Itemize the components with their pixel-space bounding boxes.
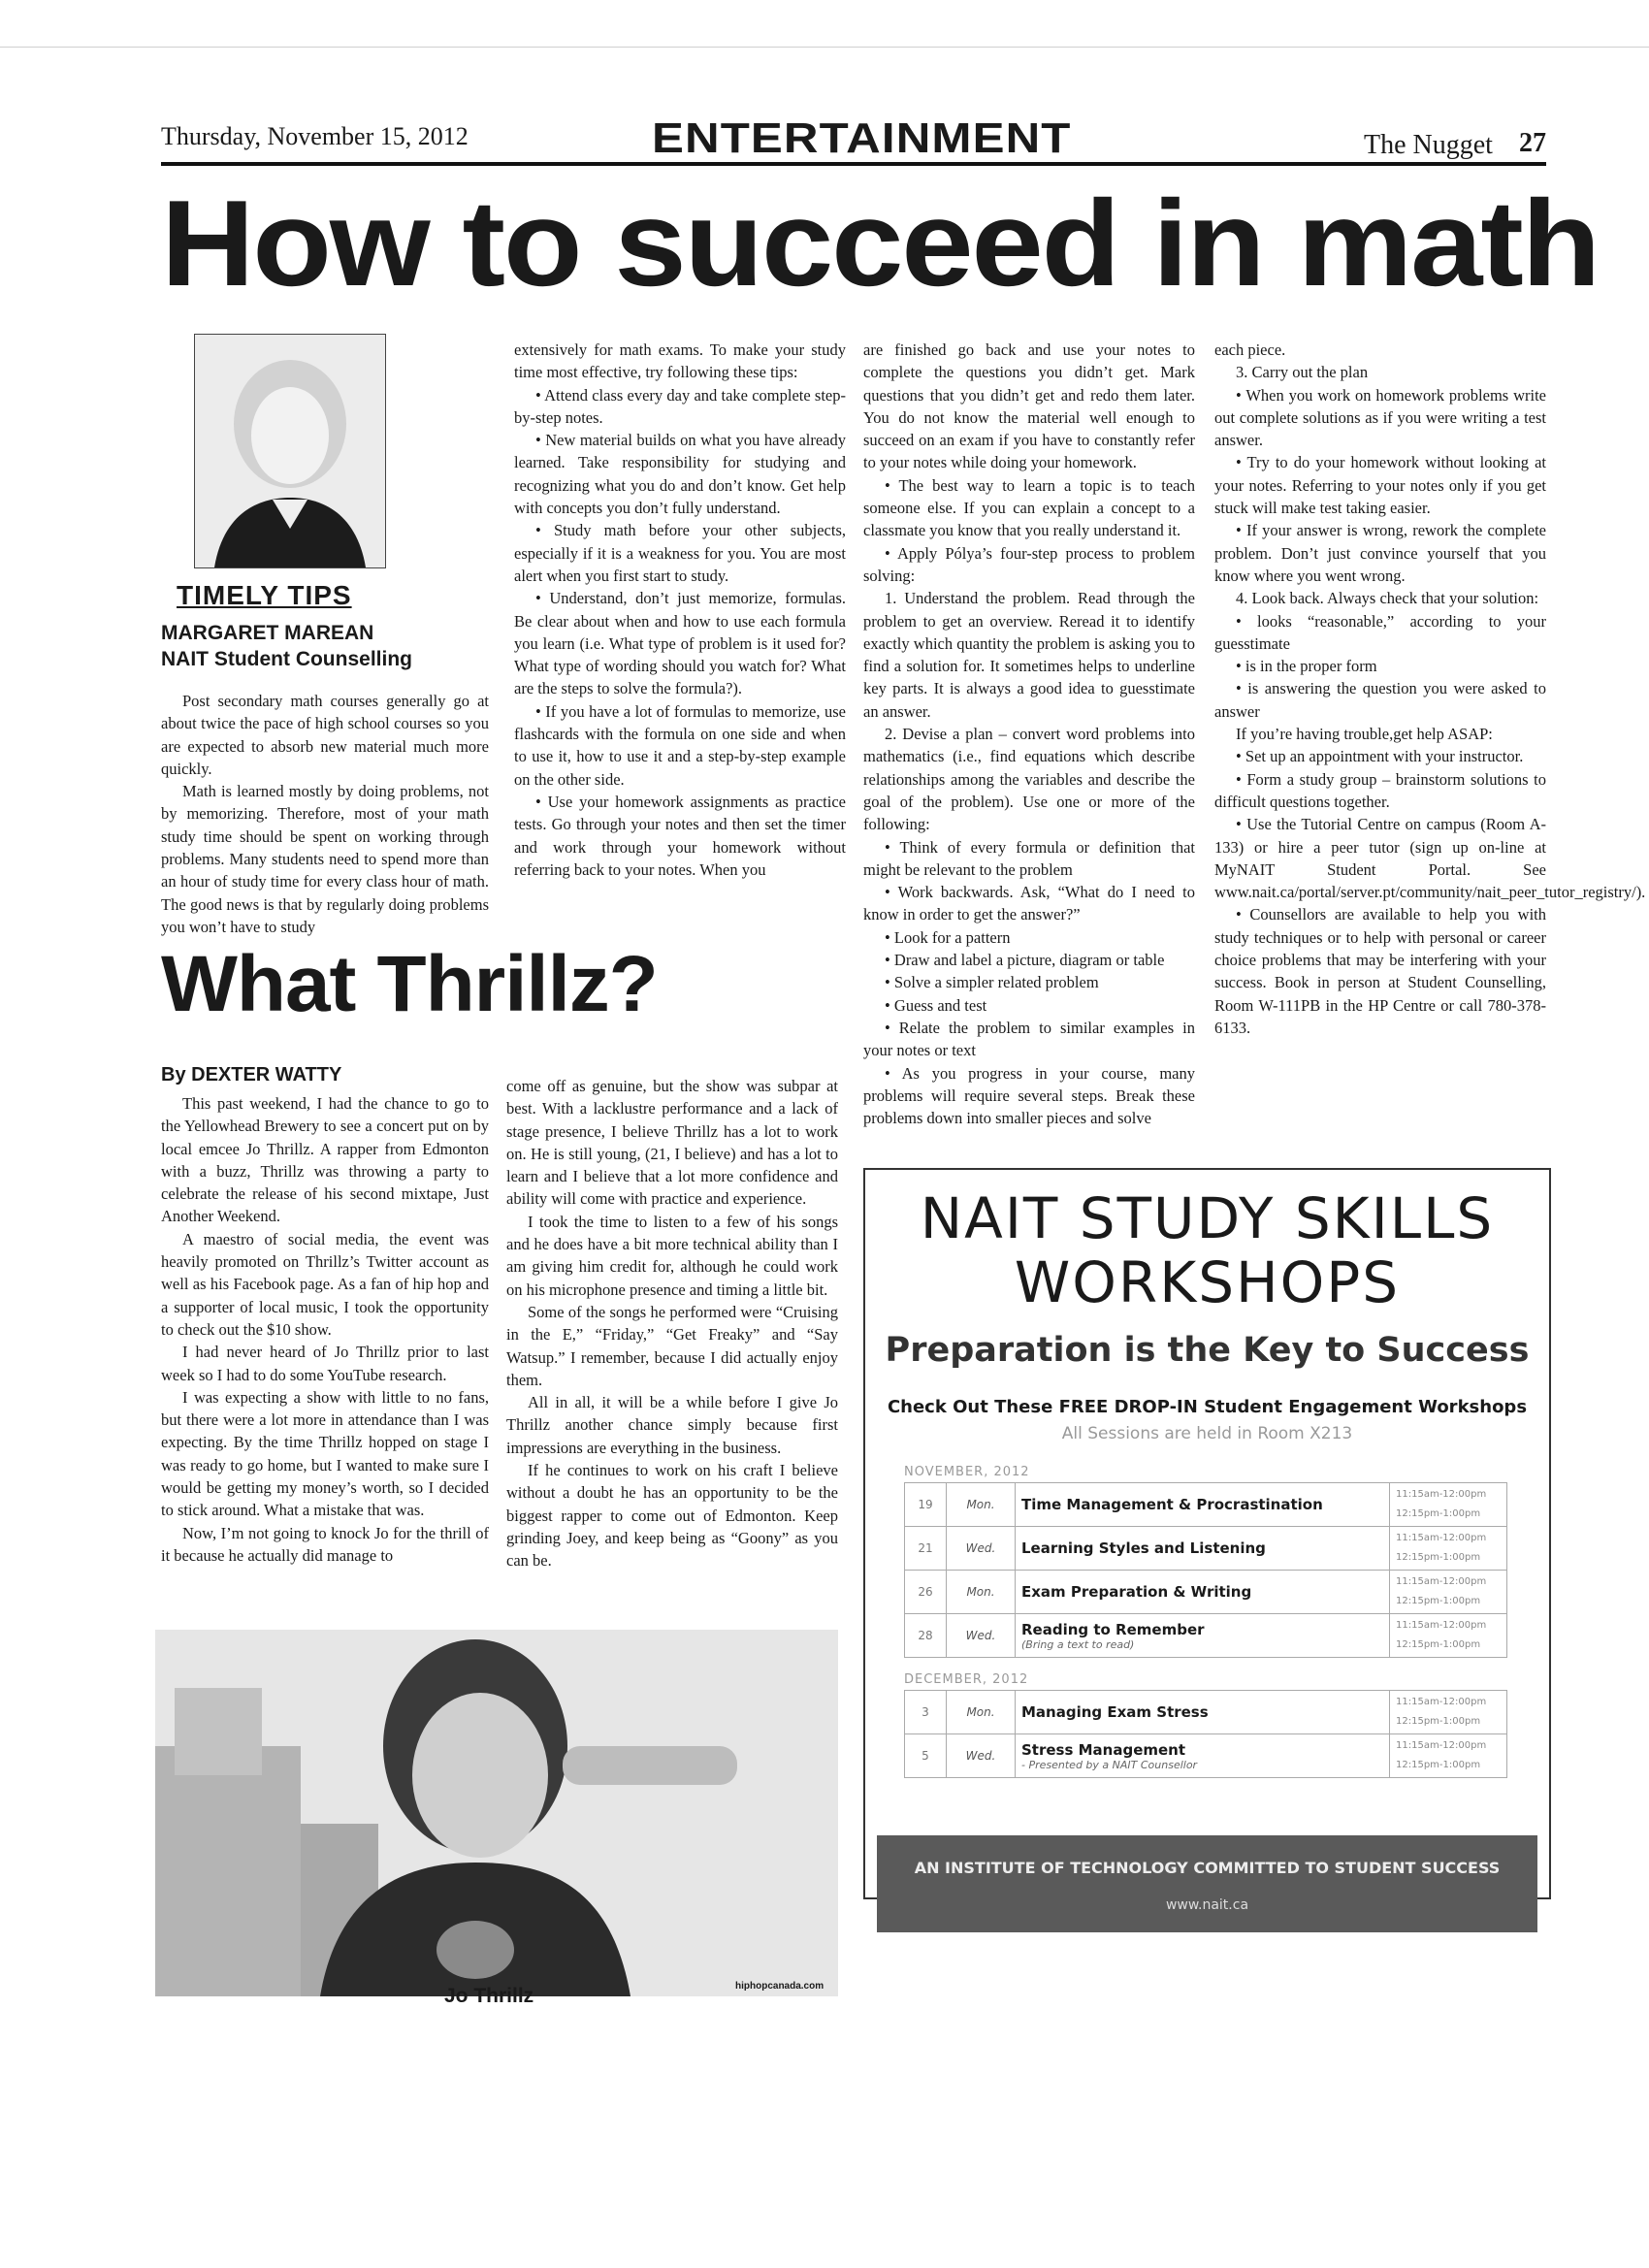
ad-subtitle: Preparation is the Key to Success bbox=[885, 1331, 1530, 1370]
session-time-1: 11:15am-12:00pm bbox=[1396, 1489, 1487, 1500]
tip-item: • Counsellors are available to help you with study techniques or to help with personal or career choice problems that may be interfering with your success. Book in person at Student Counselling, Room W-111PB in the HP Centre or call 780-378-6133. bbox=[1214, 905, 1546, 1037]
step-item: 2. Devise a plan – convert word problems into mathematics (i.e., find equations which describe relationships among the variables and describe the goal of the problem). Use one or more of the following: bbox=[863, 725, 1195, 834]
session-weekday: Wed. bbox=[947, 1734, 1016, 1778]
session-name bbox=[1016, 1527, 1390, 1571]
session-time-1: 11:15am-12:00pm bbox=[1396, 1740, 1487, 1751]
tip-item: • The best way to learn a topic is to teach someone else. If you can explain a concept to a classmate you know that you really understand it. bbox=[863, 475, 1195, 540]
tip-item: • Think of every formula or definition that might be relevant to the problem bbox=[863, 837, 1195, 879]
session-day: 26 bbox=[905, 1571, 947, 1614]
workshops-ad bbox=[863, 1168, 1551, 1913]
session-time-1: 11:15am-12:00pm bbox=[1396, 1533, 1487, 1543]
session-name bbox=[1016, 1571, 1390, 1614]
session-title: Stress Management bbox=[1021, 1740, 1186, 1759]
table-row bbox=[905, 1527, 1507, 1571]
issue-date: Thursday, November 15, 2012 bbox=[161, 122, 469, 150]
session-times bbox=[1390, 1527, 1507, 1571]
session-day: 5 bbox=[905, 1734, 947, 1778]
session-times bbox=[1390, 1691, 1507, 1734]
session-title: Reading to Remember bbox=[1021, 1620, 1205, 1638]
session-weekday: Mon. bbox=[947, 1483, 1016, 1527]
tip-item: • Form a study group – brainstorm solutions to difficult questions together. bbox=[1214, 769, 1546, 811]
session-time-2: 12:15pm-1:00pm bbox=[1396, 1760, 1481, 1770]
session-name bbox=[1016, 1614, 1390, 1658]
paragraph: Now, I’m not going to knock Jo for the thrill of it because he actually did manage to bbox=[161, 1523, 489, 1565]
session-note: (Bring a text to read) bbox=[1021, 1637, 1135, 1651]
session-time-1: 11:15am-12:00pm bbox=[1396, 1620, 1487, 1631]
session-weekday: Wed. bbox=[947, 1527, 1016, 1571]
column-label: TIMELY TIPS bbox=[177, 580, 352, 610]
author-portrait-icon bbox=[195, 335, 385, 567]
ad-title-line1: NAIT STUDY SKILLS bbox=[920, 1185, 1495, 1251]
session-day: 19 bbox=[905, 1483, 947, 1527]
table-row bbox=[905, 1483, 1507, 1527]
session-weekday: Mon. bbox=[947, 1571, 1016, 1614]
tip-item: • Use the Tutorial Centre on campus (Room A-133) or hire a peer tutor (sign up on-line at MyNAIT Student Portal. See www.nait.ca/portal/server.pt/community/nait_peer_tutor_registry/). bbox=[1214, 815, 1646, 902]
session-day: 28 bbox=[905, 1614, 947, 1658]
session-note: - Presented by a NAIT Counsellor bbox=[1021, 1758, 1198, 1771]
artist-photo-icon bbox=[155, 1630, 838, 1996]
tip-item: • Use your homework assignments as practice tests. Go through your notes and then set the timer and work through your homework without referring back to your notes. When you bbox=[514, 792, 846, 879]
tip-item: • Attend class every day and take complete step-by-step notes. bbox=[514, 385, 846, 427]
session-name bbox=[1016, 1691, 1390, 1734]
ad-website-link[interactable]: www.nait.ca bbox=[1165, 1897, 1249, 1913]
ad-room-note: All Sessions are held in Room X213 bbox=[1061, 1424, 1353, 1443]
paragraph: If you’re having trouble,get help ASAP: bbox=[1236, 725, 1493, 744]
session-weekday: Mon. bbox=[947, 1691, 1016, 1734]
tip-item: • Solve a simpler related problem bbox=[885, 973, 1099, 992]
session-day: 3 bbox=[905, 1691, 947, 1734]
math-column-3 bbox=[863, 339, 1195, 1129]
photo-caption: Jo Thrillz bbox=[444, 1985, 534, 2007]
session-time-1: 11:15am-12:00pm bbox=[1396, 1697, 1487, 1707]
session-title: Managing Exam Stress bbox=[1021, 1703, 1209, 1721]
tip-item: • Set up an appointment with your instructor. bbox=[1236, 747, 1524, 766]
session-title: Time Management & Procrastination bbox=[1021, 1496, 1323, 1513]
session-time-2: 12:15pm-1:00pm bbox=[1396, 1508, 1481, 1519]
paragraph: All in all, it will be a while before I give Jo Thrillz another chance simply because first impressions are everything in the business. bbox=[506, 1393, 838, 1457]
tip-item: • Guess and test bbox=[885, 995, 987, 1015]
ad-title-line2: WORKSHOPS bbox=[1014, 1249, 1401, 1315]
paragraph: Math is learned mostly by doing problems, not by memorizing. Therefore, most of your math study time should be spent on working through problems. Many students need to spend more than an hour of study time for every class hour of math. The good news is that by regularly doing problems you won’t have to study bbox=[161, 782, 489, 936]
session-day: 21 bbox=[905, 1527, 947, 1571]
author-name: MARGARET MAREAN bbox=[161, 622, 374, 644]
tip-item: • Apply Pólya’s four-step process to problem solving: bbox=[863, 543, 1195, 585]
paragraph: This past weekend, I had the chance to go to the Yellowhead Brewery to see a concert put on by local emcee Jo Thrillz. A rapper from Edmonton with a buzz, Thrillz was throwing a party to celebrate the release of his second mixtape, Just Another Weekend. bbox=[161, 1094, 489, 1226]
session-weekday: Wed. bbox=[947, 1614, 1016, 1658]
month-label: DECEMBER, 2012 bbox=[904, 1672, 1029, 1687]
paragraph: I took the time to listen to a few of his songs and he does have a bit more technical ability than I am giving him credit for, although he could work on his microphone presence and timing a little bit. bbox=[506, 1212, 838, 1299]
session-name bbox=[1016, 1734, 1390, 1778]
session-time-2: 12:15pm-1:00pm bbox=[1396, 1716, 1481, 1727]
paragraph: extensively for math exams. To make your study time most effective, try following these tips: bbox=[514, 340, 846, 382]
tip-item: • is in the proper form bbox=[1236, 657, 1377, 676]
ad-footer-band bbox=[877, 1835, 1537, 1932]
month-label: NOVEMBER, 2012 bbox=[904, 1465, 1030, 1479]
paragraph: I was expecting a show with little to no fans, but there were a lot more in attendance than I was expecting. By the time Thrillz hopped on stage I was ready to go home, but I wanted to make sure I would be getting my money’s worth, so I decided to stick around. What a mistake that was. bbox=[161, 1387, 489, 1520]
tip-item: • As you progress in your course, many problems will require several steps. Break these problems down into smaller pieces and solve bbox=[863, 1063, 1195, 1128]
step-item: 4. Look back. Always check that your solution: bbox=[1236, 589, 1539, 608]
session-times bbox=[1390, 1614, 1507, 1658]
session-times bbox=[1390, 1571, 1507, 1614]
tip-item: • If your answer is wrong, rework the complete problem. Don’t just convince yourself that you know where you went wrong. bbox=[1214, 521, 1546, 585]
tip-item: • Work backwards. Ask, “What do I need to know in order to get the answer?” bbox=[863, 883, 1195, 924]
math-column-4 bbox=[1214, 339, 1646, 1039]
step-item: 3. Carry out the plan bbox=[1236, 363, 1369, 382]
math-column-1 bbox=[161, 690, 489, 938]
artist-photo bbox=[155, 1630, 838, 1996]
session-time-2: 12:15pm-1:00pm bbox=[1396, 1552, 1481, 1563]
session-title: Exam Preparation & Writing bbox=[1021, 1583, 1252, 1601]
photo-credit: hiphopcanada.com bbox=[735, 1981, 824, 1992]
paragraph: come off as genuine, but the show was subpar at best. With a lacklustre performance and a lack of stage presence, I believe Thrillz has a lot to work on. He is still young, (21, I believe) and has a lot to learn and I believe that a lot more confidence and ability will come with practice and experience. bbox=[506, 1077, 838, 1209]
tip-item: • New material builds on what you have already learned. Take responsibility for studying and recognizing what you do and don’t know. Get help with concepts you don’t fully understand. bbox=[514, 431, 846, 518]
math-column-2 bbox=[514, 339, 846, 881]
publication-name: The Nugget bbox=[1364, 130, 1493, 160]
header-rule bbox=[161, 162, 1546, 166]
session-time-2: 12:15pm-1:00pm bbox=[1396, 1596, 1481, 1606]
session-title: Learning Styles and Listening bbox=[1021, 1539, 1266, 1557]
session-time-1: 11:15am-12:00pm bbox=[1396, 1576, 1487, 1587]
paragraph: If he continues to work on his craft I believe without a doubt he has an opportunity to be the biggest rapper to come out of Edmonton. Keep grinding Joey, and keep being as “Goony” as you can be. bbox=[506, 1461, 838, 1571]
paragraph: each piece. bbox=[1214, 340, 1286, 359]
session-times bbox=[1390, 1734, 1507, 1778]
tip-item: • Relate the problem to similar examples in your notes or text bbox=[863, 1018, 1195, 1060]
section-name: ENTERTAINMENT bbox=[652, 114, 1072, 162]
table-row bbox=[905, 1691, 1507, 1734]
session-times bbox=[1390, 1483, 1507, 1527]
page-number: 27 bbox=[1519, 128, 1546, 158]
paragraph: are finished go back and use your notes to complete the questions you didn’t get. Mark questions that you didn’t get and redo them later. You do not know the material well enough to succeed on an exam if you have to constantly refer to your notes while doing your homework. bbox=[863, 340, 1195, 472]
ad-intro: Check Out These FREE DROP-IN Student Engagement Workshops bbox=[887, 1397, 1528, 1417]
tip-item: • Understand, don’t just memorize, formulas. Be clear about when and how to use each formula you learn (i.e. What type of problem is it used for? What type of wording should you watch for? What are the steps to solve the formula?). bbox=[514, 589, 846, 698]
tip-item: • Look for a pattern bbox=[885, 927, 1011, 947]
table-row bbox=[905, 1614, 1507, 1658]
november-schedule bbox=[904, 1482, 1507, 1658]
tip-item: • is answering the question you were asked to answer bbox=[1214, 679, 1546, 721]
author-photo bbox=[194, 334, 386, 568]
tip-item: • Try to do your homework without looking at your notes. Referring to your notes only if you get stuck will make test taking easier. bbox=[1214, 453, 1546, 518]
review-column-2 bbox=[506, 1075, 838, 1572]
review-column-1 bbox=[161, 1092, 489, 1567]
tip-item: • looks “reasonable,” according to your guesstimate bbox=[1214, 611, 1546, 653]
paragraph: A maestro of social media, the event was heavily promoted on Thrillz’s Twitter account as well as his Facebook page. As a fan of hip hop and a supporter of local music, I took the opportunity to check out the $10 show. bbox=[161, 1229, 489, 1339]
session-time-2: 12:15pm-1:00pm bbox=[1396, 1639, 1481, 1650]
table-row bbox=[905, 1571, 1507, 1614]
december-schedule bbox=[904, 1690, 1507, 1778]
tip-item: • Study math before your other subjects, especially if it is a weakness for you. You are most alert when you first start to study. bbox=[514, 521, 846, 585]
session-name bbox=[1016, 1483, 1390, 1527]
paragraph: Post secondary math courses generally go at about twice the pace of high school courses so you are expected to absorb new material much more quickly. bbox=[161, 692, 489, 778]
author-organization: NAIT Student Counselling bbox=[161, 648, 412, 670]
review-headline: What Thrillz? bbox=[161, 940, 658, 1028]
page-top-line bbox=[0, 47, 1649, 48]
paragraph: I had never heard of Jo Thrillz prior to last week so I had to do some YouTube research. bbox=[161, 1343, 489, 1384]
paragraph: Some of the songs he performed were “Cruising in the E,” “Friday,” “Get Freaky” and “Say Watsup.” I remember, because I did actually enjoy them. bbox=[506, 1302, 838, 1389]
step-item: 1. Understand the problem. Read through the problem to get an overview. Reread it to identify exactly which quantity the problem is asking you to find a solution for. It sometimes helps to underline key parts. It is always a good idea to guesstimate an answer. bbox=[863, 589, 1195, 721]
tip-item: • If you have a lot of formulas to memorize, use flashcards with the formula on one side and when to use it, how to use it and a step-by-step example on the other side. bbox=[514, 701, 846, 789]
tip-item: • Draw and label a picture, diagram or table bbox=[885, 951, 1165, 970]
ad-tagline: AN INSTITUTE OF TECHNOLOGY COMMITTED TO STUDENT SUCCESS bbox=[914, 1859, 1501, 1877]
article-headline: How to succeed in math bbox=[161, 175, 1600, 311]
tip-item: • When you work on homework problems write out complete solutions as if you were writing a test answer. bbox=[1214, 385, 1546, 450]
table-row bbox=[905, 1734, 1507, 1778]
review-byline: By DEXTER WATTY bbox=[161, 1064, 342, 1085]
